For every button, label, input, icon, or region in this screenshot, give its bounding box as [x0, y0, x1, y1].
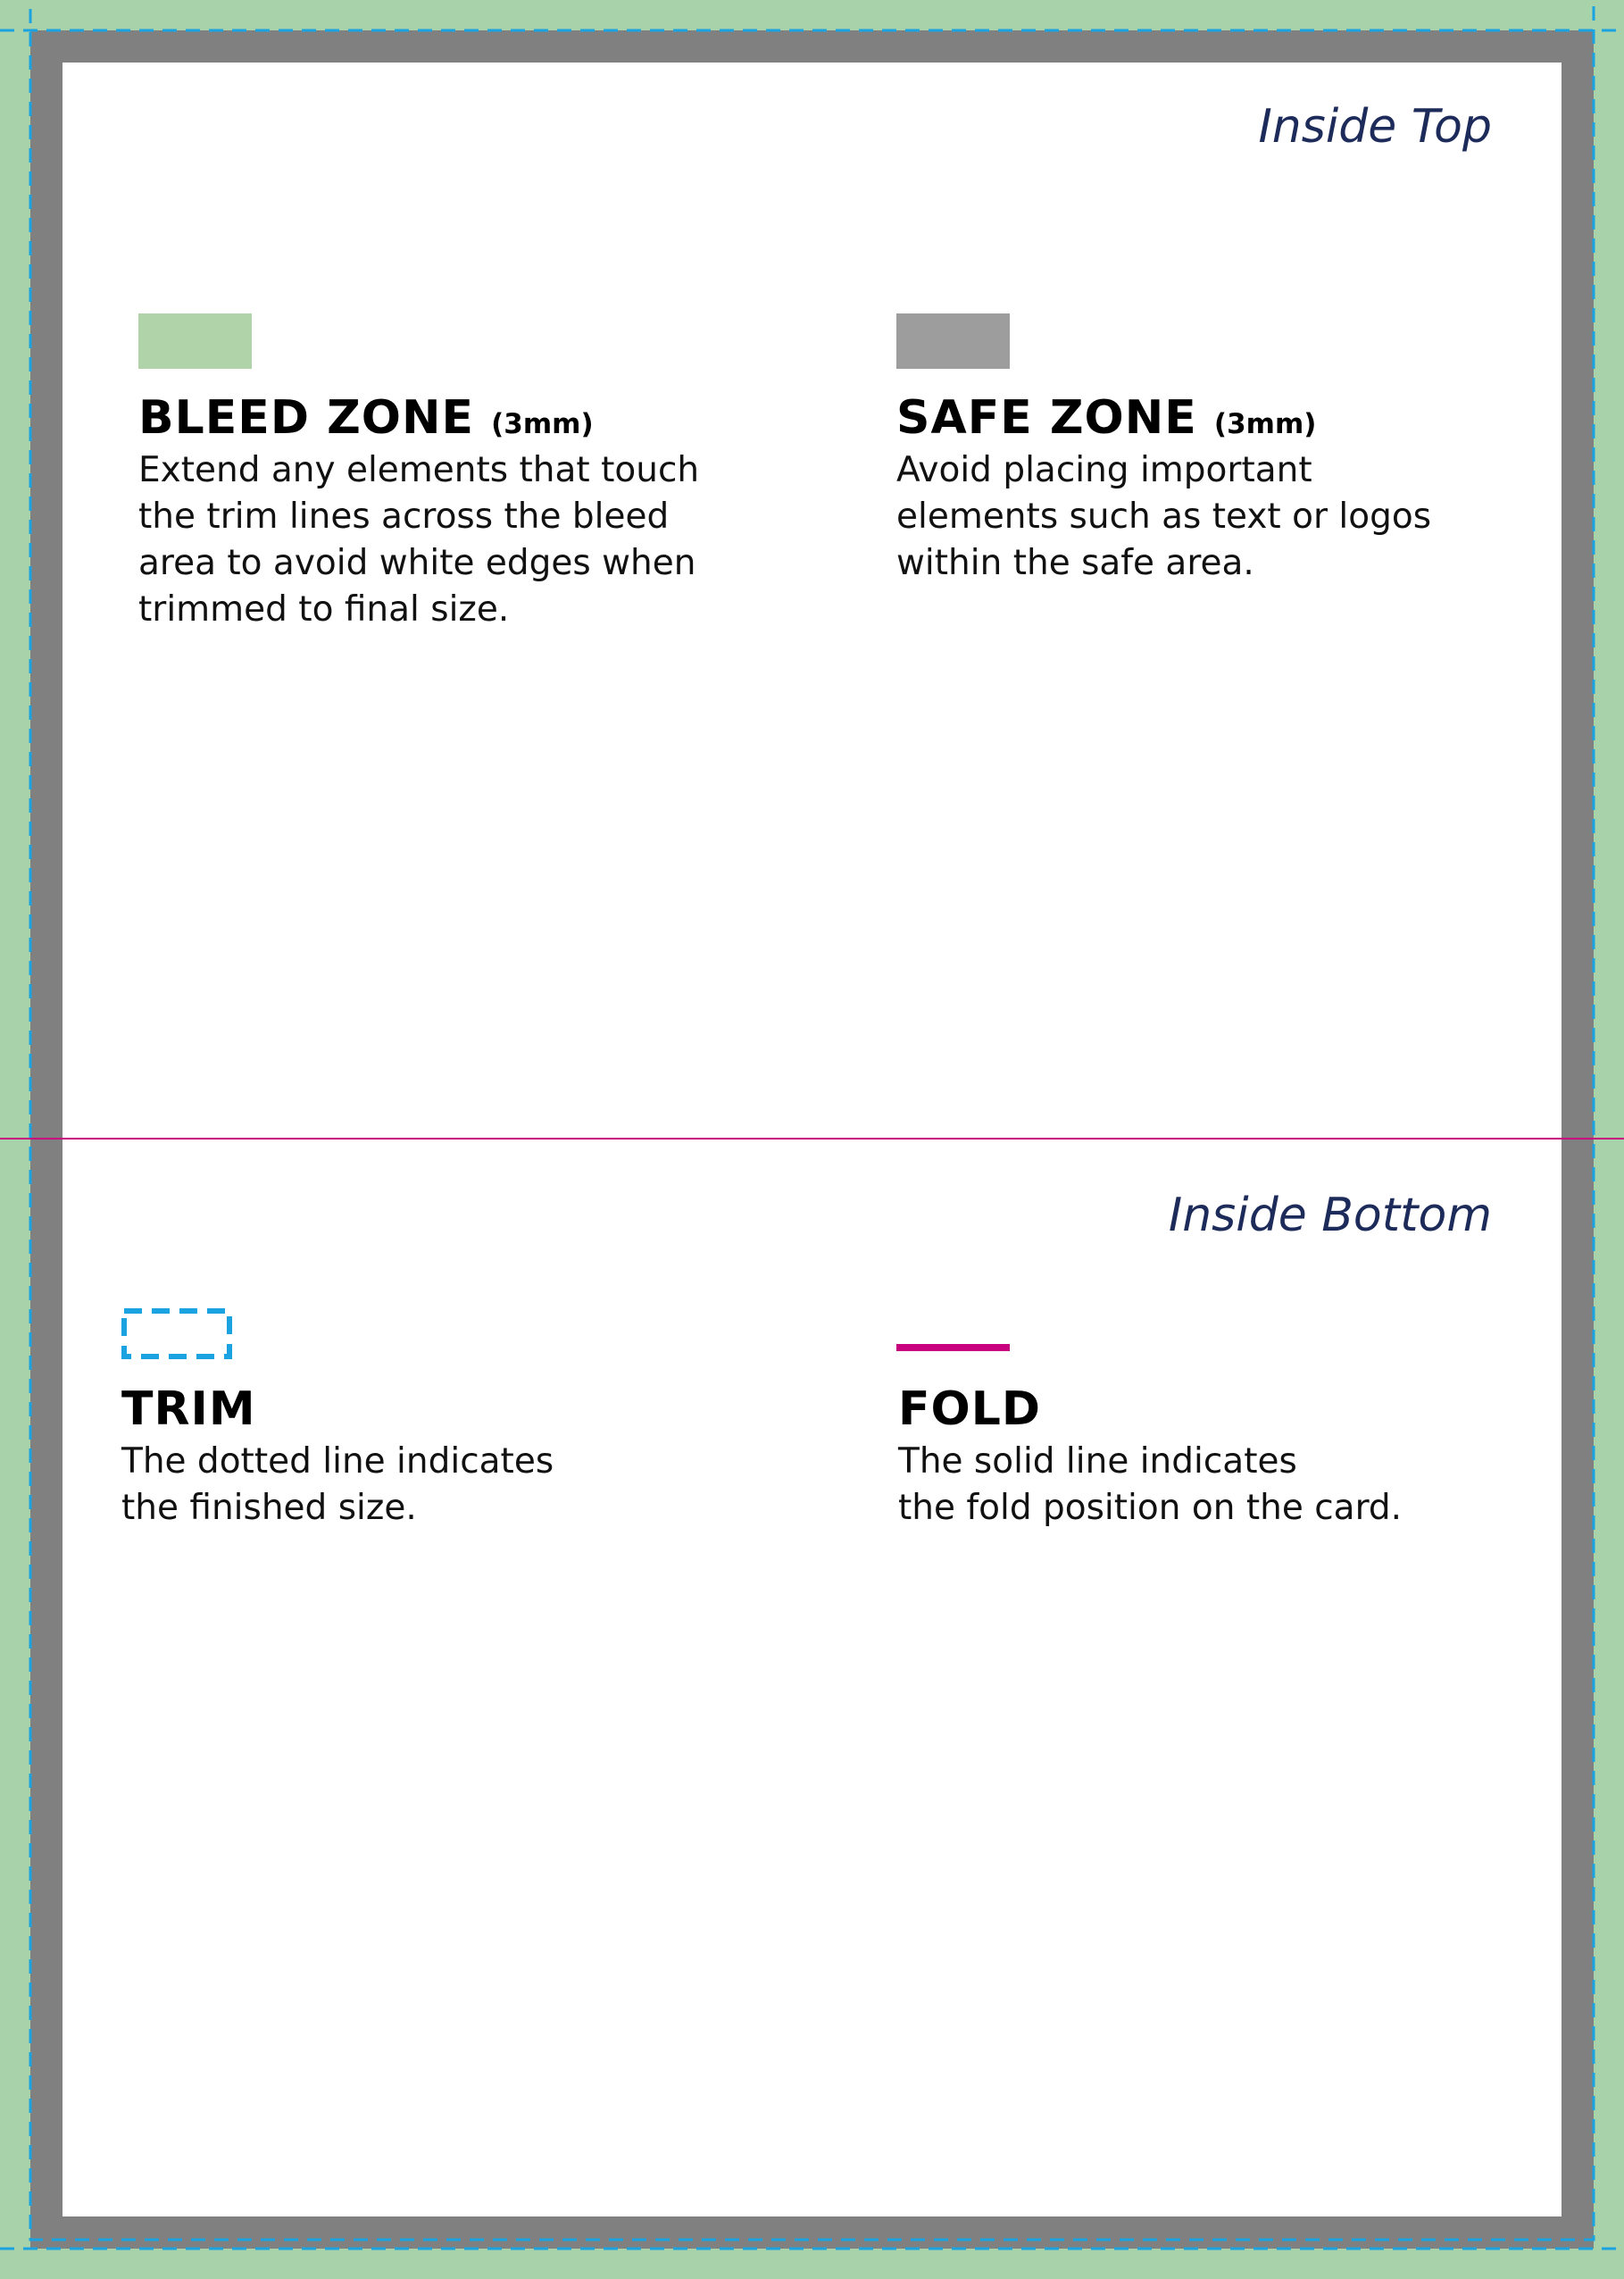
trim-line-text: the finished size. [121, 1488, 417, 1529]
safe-zone-line: within the safe area. [896, 543, 1254, 584]
fold-line-text: the fold position on the card. [898, 1488, 1403, 1529]
safe-swatch-icon [896, 313, 1010, 369]
safe-zone-unit: (3mm) [1213, 408, 1317, 440]
trim-description [121, 1439, 693, 1532]
bleed-zone-line: the trim lines across the bleed [138, 497, 670, 538]
bleed-zone-unit: (3mm) [491, 408, 594, 440]
bleed-zone-line: area to avoid white edges when [138, 543, 696, 584]
bleed-zone-line: trimmed to final size. [138, 589, 510, 630]
safe-zone-line: Avoid placing important [896, 450, 1312, 491]
safe-zone-legend [896, 393, 1468, 587]
printable-content-area [62, 63, 1562, 2216]
bleed-zone-legend [138, 393, 710, 633]
fold-line-text: The solid line indicates [898, 1441, 1297, 1482]
bleed-zone-title [138, 393, 710, 444]
inside-bottom-label: Inside Bottom [1168, 1189, 1492, 1242]
safe-zone-title [896, 393, 1468, 444]
fold-line [0, 1138, 1624, 1140]
bleed-zone-description [138, 447, 710, 633]
inside-top-label: Inside Top [1258, 100, 1492, 154]
bleed-zone-line: Extend any elements that touch [138, 450, 700, 491]
fold-description [898, 1439, 1470, 1532]
trim-title: TRIM [121, 1382, 256, 1436]
fold-title: FOLD [898, 1382, 1042, 1436]
trim-line-text: The dotted line indicates [121, 1441, 554, 1482]
safe-zone-description [896, 447, 1468, 587]
bleed-swatch-icon [138, 313, 252, 369]
trim-legend [121, 1384, 693, 1532]
dashed-rectangle-icon [121, 1308, 232, 1359]
safe-zone-title-text: SAFE ZONE [896, 391, 1197, 445]
bleed-zone-title-text: BLEED ZONE [138, 391, 475, 445]
solid-line-icon [896, 1344, 1010, 1351]
fold-legend [898, 1384, 1470, 1532]
safe-zone-line: elements such as text or logos [896, 497, 1432, 538]
